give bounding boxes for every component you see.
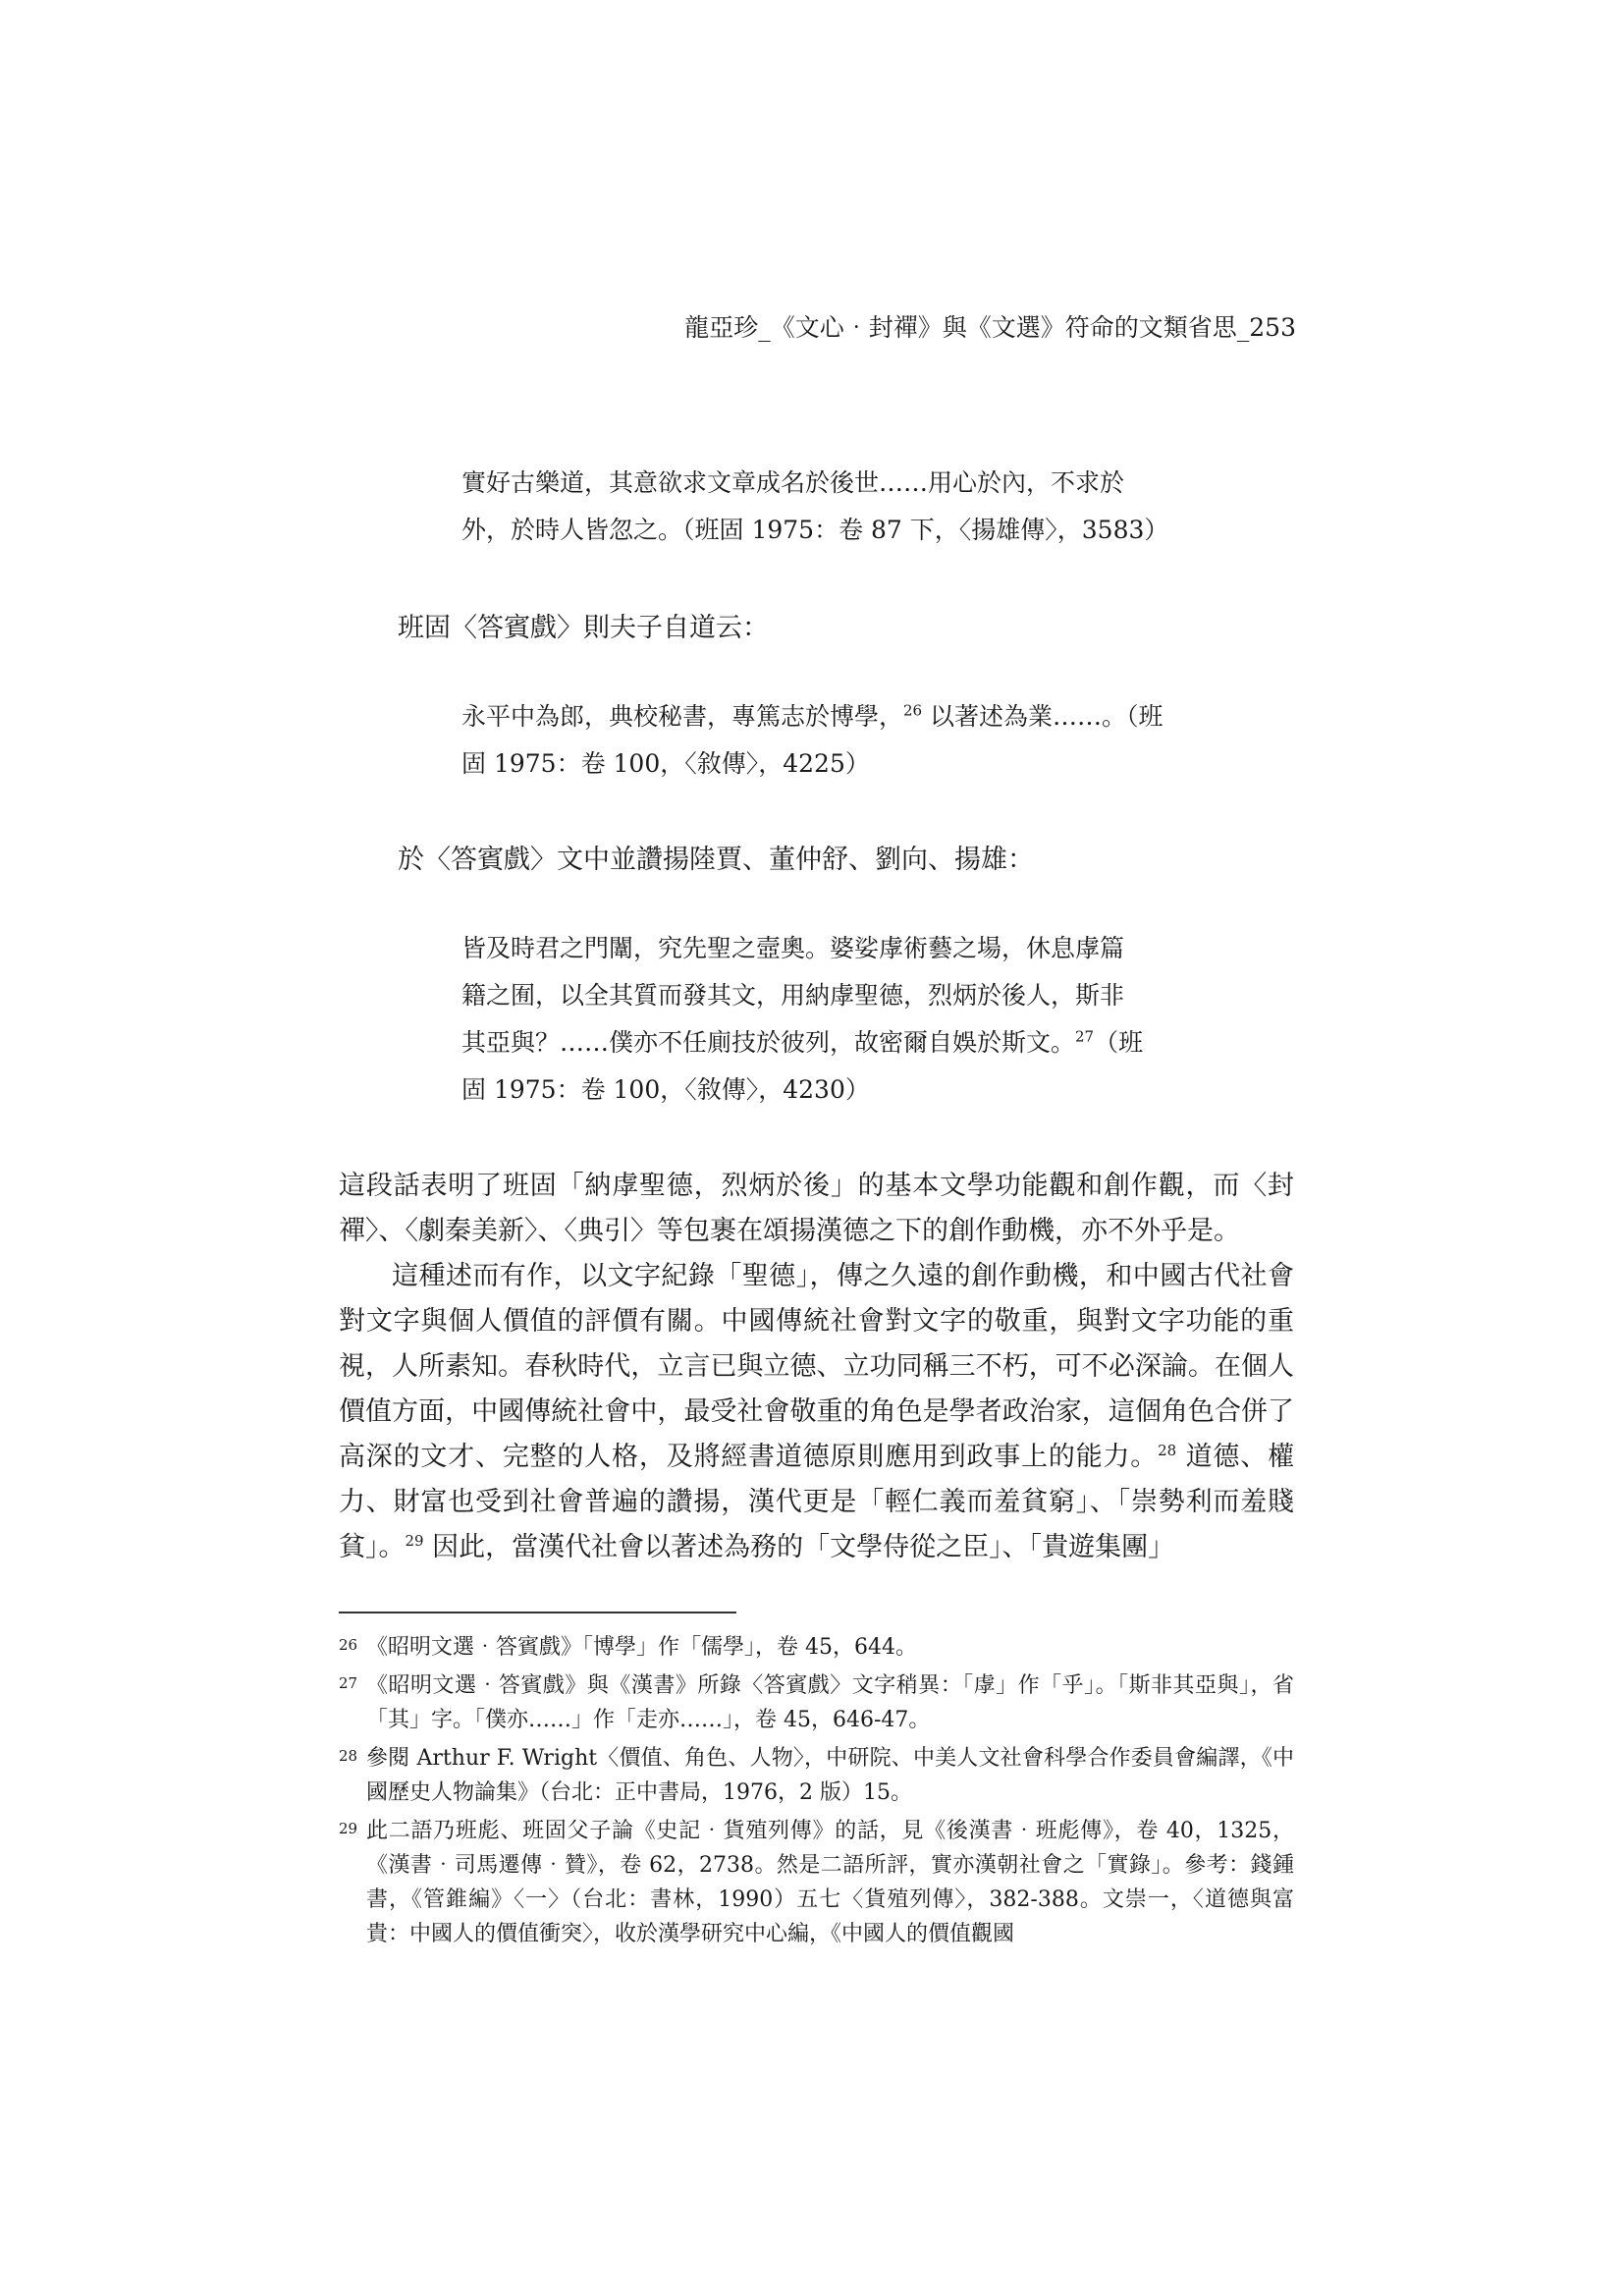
- footnote-26: [339, 1630, 1294, 1665]
- quote-line: 其亞與？……僕亦不任廁技於彼列，故密爾自娛於斯文。$^{27}$（班: [461, 1027, 1144, 1057]
- body-paragraph-2: 這種述而有作，以文字紀錄「聖德」，傳之久遠的創作動機，和中國古代社會對文字與個人價值的評價有關。中國傳統社會對文字的敬重，與對文字功能的重視，人所素知。春秋時代，立言已與立德、立功同稱三不朽，可不必深論。在個人價值方面，中國傳統社會中，最受社會敬重的角色是學者政治家，這個角色合併了高深的文才、完整的人格，及將經書道德原則應用到政事上的能力。$^{28}$ 道德、權力、財富也受到社會普遍的讚揚，漢代更是「輕仁義而羞貧窮」、「崇勢利而羞賤貧」。$^{29}$ 因此，當漢代社會以著述為務的「文學侍從之臣」、「貴遊集團」: [339, 1261, 1294, 1562]
- intro-line-da-bin-xi: 班固〈答賓戲〉則夫子自道云：: [398, 613, 769, 643]
- footnote-number: 28: [339, 1747, 358, 1765]
- footnote-number: 27: [339, 1674, 358, 1692]
- footnote-number: 26: [339, 1636, 358, 1654]
- intro-line-praise: 於〈答賓戲〉文中並讚揚陸賈、董仲舒、劉向、揚雄：: [398, 845, 1034, 875]
- footnote-ref-27[interactable]: 27: [1075, 1027, 1095, 1046]
- block-quote-xu-zhuan-2: [461, 925, 1217, 1114]
- footnote-text: 《昭明文選‧答賓戲》「博學」作「儒學」，卷 45，644。: [366, 1635, 917, 1660]
- footnote-separator: [339, 1612, 736, 1613]
- block-quote-xu-zhuan-1: [461, 693, 1217, 788]
- block-quote-yang-xiong: [461, 460, 1217, 554]
- quote-line: 固 1975：卷 100，〈敘傳〉，4230）: [461, 1075, 870, 1104]
- running-header: 龍亞珍_《文心‧封禪》與《文選》符命的文類省思_253: [684, 313, 1296, 342]
- quote-line: 固 1975：卷 100，〈敘傳〉，4225）: [461, 749, 870, 778]
- footnote-text: 《昭明文選‧答賓戲》與《漢書》所錄〈答賓戲〉文字稍異：「虖」作「乎」。「斯非其亞與」，省「其」字。「僕亦……」作「走亦……」，卷 45，646-47。: [366, 1673, 1294, 1732]
- footnote-28: [339, 1741, 1294, 1810]
- footnotes: [339, 1630, 1294, 1955]
- footnote-ref-29[interactable]: 29: [405, 1532, 424, 1550]
- quote-line: 皆及時君之門闈，究先聖之壼奧。婆娑虖術藝之場，休息虖篇: [461, 934, 1125, 962]
- quote-line: 永平中為郎，典校秘書，專篤志於博學，$^{26}$ 以著述為業……。（班: [461, 701, 1163, 731]
- footnote-29: [339, 1814, 1294, 1951]
- footnote-ref-28[interactable]: 28: [1158, 1442, 1177, 1459]
- footnote-number: 29: [339, 1820, 358, 1837]
- body-paragraph-1: 這段話表明了班固「納虖聖德，烈炳於後」的基本文學功能觀和創作觀，而〈封禪〉、〈劇秦美新〉、〈典引〉等包裹在頌揚漢德之下的創作動機，亦不外乎是。: [339, 1171, 1294, 1246]
- quote-line: 籍之囿，以全其質而發其文，用納虖聖德，烈炳於後人，斯非: [461, 981, 1125, 1010]
- footnote-ref-26[interactable]: 26: [903, 701, 923, 720]
- quote-line: 外，於時人皆忽之。（班固 1975：卷 87 下，〈揚雄傳〉，3583）: [461, 516, 1169, 544]
- footnote-text: 參閱 Arthur F. Wright〈價值、角色、人物〉，中研院、中美人文社會科學合作委員會編譯，《中國歷史人物論集》（台北：正中書局，1976，2 版）15。: [366, 1746, 1294, 1805]
- footnote-text: 此二語乃班彪、班固父子論《史記‧貨殖列傳》的話，見《後漢書‧班彪傳》，卷 40，1325，《漢書‧司馬遷傳‧贊》，卷 62，2738。然是二語所評，實亦漢朝社會之「實錄」。參考：錢鍾書，《管錐編》〈一〉（台北：書林，1990）五七〈貨殖列傳〉，382-388。文崇一，〈道德與富貴：中國人的價值衝突〉，收於漢學研究中心編，《中國人的價值觀國: [366, 1819, 1294, 1946]
- footnote-27: [339, 1668, 1294, 1737]
- quote-line: 實好古樂道，其意欲求文章成名於後世……用心於內，不求於: [461, 468, 1125, 497]
